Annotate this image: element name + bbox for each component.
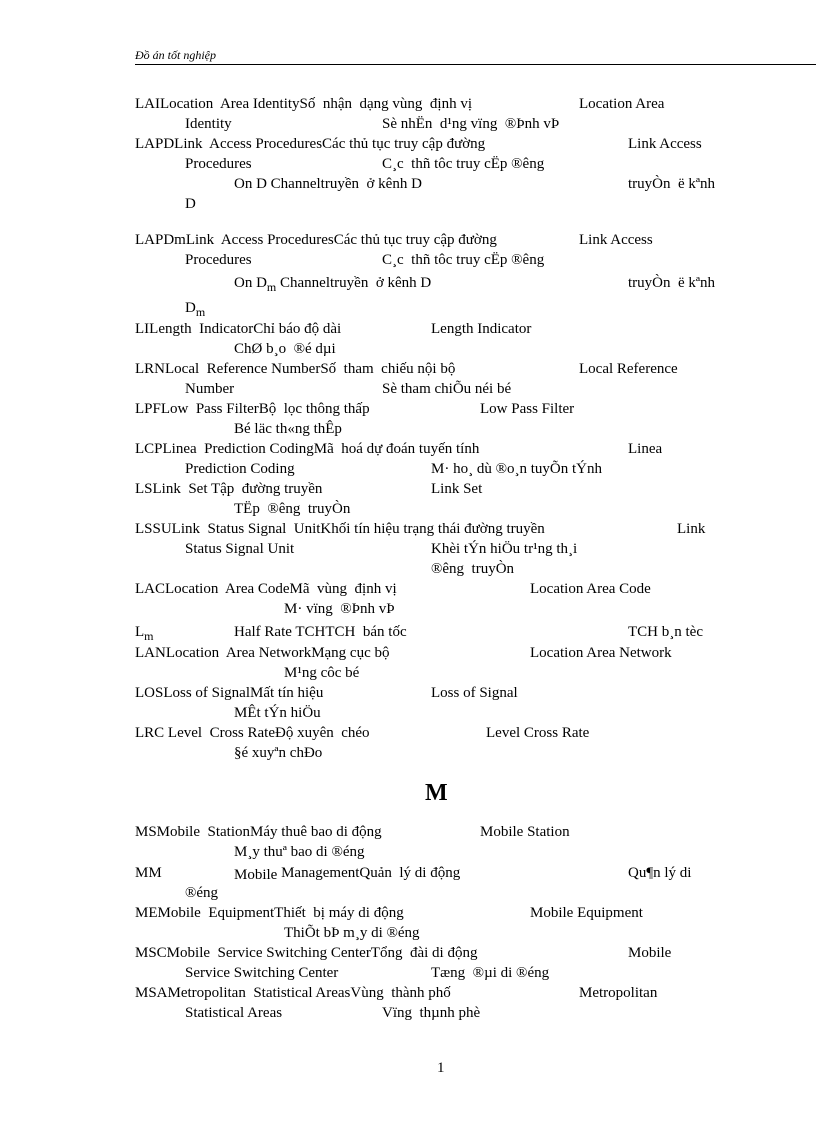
entry-term: MM [135, 865, 162, 881]
entry-vn-legacy: ®êng truyÒn [431, 561, 515, 577]
entry-term: MSCMobile Service Switching CenterTổng đài di động [135, 945, 478, 961]
entry-term: LACLocation Area CodeMã vùng định vị [135, 581, 397, 597]
entry-vn-legacy: ®éng [185, 885, 219, 901]
entry-term: LRC Level Cross RateĐộ xuyên chéo [135, 725, 370, 741]
entry-continuation: Statistical Areas [185, 1005, 283, 1021]
entry-vn-legacy: M¸y thuª bao di ®éng [234, 844, 365, 860]
entry-continuation: D [185, 196, 196, 212]
entry-vn-legacy: TCH b¸n tèc [628, 624, 703, 640]
entry-vn-legacy: Sè nhËn d¹ng vïng ®Þnh vÞ [382, 116, 560, 132]
entry-vn-legacy: Bé läc th«ng thÊp [234, 421, 342, 437]
entry-english: Low Pass Filter [480, 401, 575, 417]
entry-continuation: Service Switching Center [185, 965, 339, 981]
entry-continuation: On D Channeltruyền ở kênh D [234, 176, 422, 192]
entry-term: MSAMetropolitan Statistical AreasVùng thành phố [135, 985, 451, 1001]
page-number: 1 [437, 1060, 445, 1076]
entry-term: MEMobile EquipmentThiết bị máy di động [135, 905, 404, 921]
entry-vn-legacy: MÊt tÝn hiÖu [234, 705, 321, 721]
text-run: D [185, 300, 196, 316]
entry-vn-legacy: C¸c thñ tôc truy cËp ®êng [382, 252, 545, 268]
running-header: Đồ án tốt nghiệp [135, 48, 216, 62]
entry-vn-legacy: Sè tham chiÕu néi bé [382, 381, 512, 397]
entry-vn-legacy: M· ho¸ dù ®o¸n tuyÕn tÝnh [431, 461, 602, 477]
entry-vn-legacy: Vïng thµnh phè [382, 1005, 481, 1021]
subscript: m [266, 280, 277, 294]
entry-english: Metropolitan [579, 985, 658, 1001]
entry-vn-legacy: §é xuyªn chÐo [234, 745, 323, 761]
entry-english: Location Area Code [530, 581, 651, 597]
entry-english: Mobile [628, 945, 672, 961]
text-run: Mobile [234, 867, 278, 883]
entry-continuation [234, 274, 431, 292]
entry-continuation: Status Signal Unit [185, 541, 295, 557]
entry-continuation [185, 299, 205, 317]
entry-vn-legacy: Tæng ®µi di ®éng [431, 965, 550, 981]
entry-continuation: Procedures [185, 252, 252, 268]
entry-term: LAILocation Area IdentitySố nhận dạng vùng định vị [135, 96, 473, 112]
entry-continuation: Procedures [185, 156, 252, 172]
entry-vn-legacy: TËp ®êng truyÒn [234, 501, 351, 517]
entry-english: Link Access [628, 136, 702, 152]
entry-english: Link Access [579, 232, 653, 248]
entry-english: Linea [628, 441, 663, 457]
entry-term: LAPDmLink Access ProceduresCác thủ tục truy cập đường [135, 232, 497, 248]
entry-continuation: Number [185, 381, 235, 397]
subscript: m [144, 629, 154, 643]
section-heading: M [425, 780, 448, 806]
entry-vn-legacy: Khèi tÝn hiÖu tr¹ng th¸i [431, 541, 578, 557]
text-run: Channeltruyền ở kênh D [276, 275, 432, 291]
entry-vn-legacy: M¹ng côc bé [284, 665, 360, 681]
entry-continuation: Half Rate TCHTCH bán tốc [234, 624, 407, 640]
text-run: ManagementQuản lý di động [277, 865, 461, 881]
entry-term: LSLink Set Tập đường truyền [135, 481, 323, 497]
entry-term: MSMobile StationMáy thuê bao di động [135, 824, 382, 840]
entry-vn-legacy: C¸c thñ tôc truy cËp ®êng [382, 156, 545, 172]
entry-continuation: Identity [185, 116, 232, 132]
entry-english: Mobile Station [480, 824, 570, 840]
entry-vn-legacy: ChØ b¸o ®é dµi [234, 341, 336, 357]
entry-continuation [234, 866, 460, 884]
header-rule [135, 64, 816, 65]
entry-term: LPFLow Pass FilterBộ lọc thông thấp [135, 401, 370, 417]
entry-vn-legacy: truyÒn ë kªnh [628, 176, 716, 192]
entry-continuation: Prediction Coding [185, 461, 295, 477]
entry-vn-legacy: Qu¶n lý di [628, 865, 692, 881]
entry-english: Local Reference [579, 361, 678, 377]
entry-english: Location Area Network [530, 645, 672, 661]
entry-english: Loss of Signal [431, 685, 518, 701]
entry-term: LOSLoss of SignalMất tín hiệu [135, 685, 324, 701]
entry-english: Level Cross Rate [486, 725, 590, 741]
entry-term [135, 623, 154, 641]
text-run: L [135, 624, 145, 640]
entry-english: Length Indicator [431, 321, 532, 337]
entry-english: Link [677, 521, 706, 537]
text-run: On D [234, 275, 267, 291]
entry-english: Mobile Equipment [530, 905, 643, 921]
entry-vn-legacy: ThiÕt bÞ m¸y di ®éng [284, 925, 420, 941]
entry-vn-legacy: M· vïng ®Þnh vÞ [284, 601, 395, 617]
subscript: m [195, 305, 206, 319]
entry-term: LANLocation Area NetworkMạng cục bộ [135, 645, 390, 661]
entry-term: LSSULink Status Signal UnitKhối tín hiệu trạng thái đường truyền [135, 521, 545, 537]
entry-term: LCPLinea Prediction CodingMã hoá dự đoán tuyến tính [135, 441, 480, 457]
entry-term: LRNLocal Reference NumberSố tham chiếu nội bộ [135, 361, 456, 377]
entry-term: LAPDLink Access ProceduresCác thủ tục truy cập đường [135, 136, 486, 152]
entry-vn-legacy: truyÒn ë kªnh [628, 275, 716, 291]
entry-english: Location Area [579, 96, 665, 112]
entry-english: Link Set [431, 481, 483, 497]
entry-term: LILength IndicatorChỉ báo độ dài [135, 321, 342, 337]
